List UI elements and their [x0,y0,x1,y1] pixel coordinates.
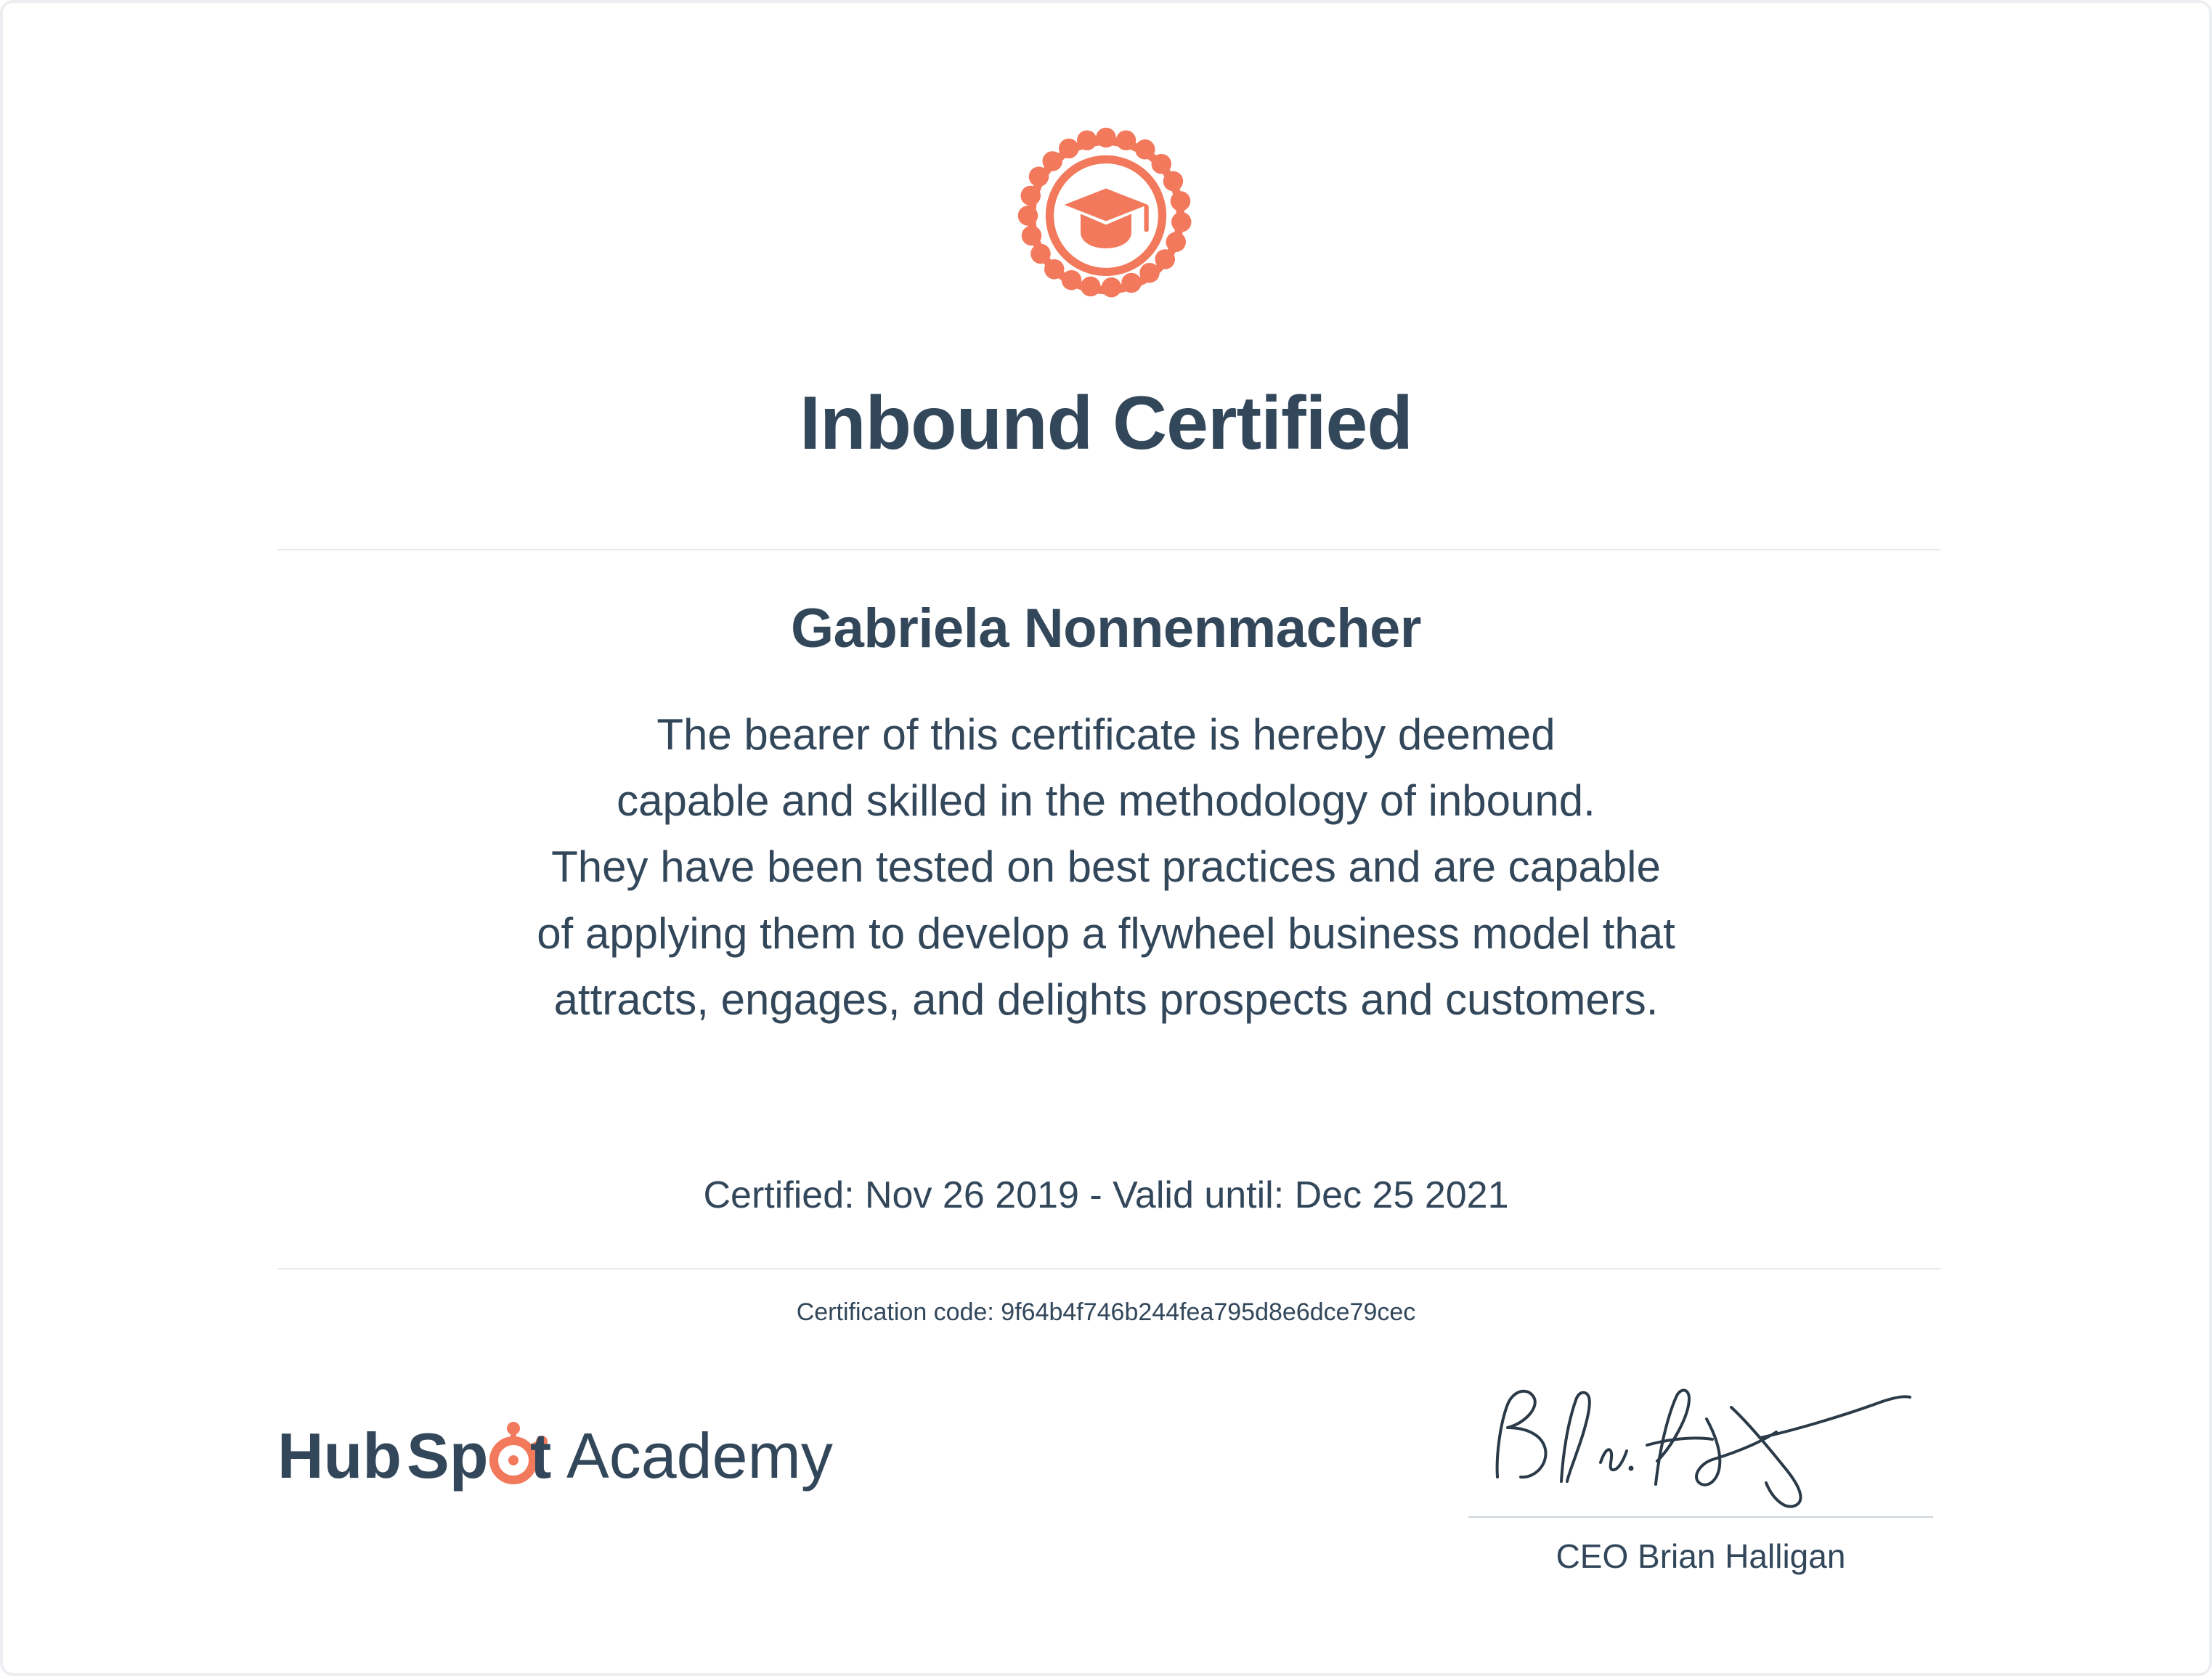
badge-container [3,125,2209,306]
divider-top [277,549,1940,550]
svg-text:t: t [530,1420,552,1492]
body-line-1: The bearer of this certificate is hereby deemed [656,710,1556,759]
handwritten-signature [1476,1375,1926,1513]
svg-text:Hub: Hub [277,1420,402,1492]
graduation-cap-seal-icon [1015,125,1197,306]
validity-dates: Certified: Nov 26 2019 - Valid until: Dec 25 2021 [703,1174,1509,1216]
body-line-2: capable and skilled in the methodology of inbound. [617,776,1595,826]
certification-code: Certification code: 9f64b4f746b244fea795d8e6dce79cec [796,1298,1416,1326]
signature-rule [1468,1516,1933,1518]
body-line-3: They have been tested on best practices and are capable [551,842,1661,892]
certificate-footer [277,1375,1940,1608]
hubspot-academy-logo [277,1419,887,1499]
hubspot-academy-wordmark [277,1415,887,1502]
certificate-title: Inbound Certified [800,381,1412,465]
certificate-body [3,701,2209,1033]
svg-text:Sp: Sp [407,1420,489,1492]
signatory-name: CEO Brian Halligan [1556,1537,1846,1575]
recipient-name: Gabriela Nonnenmacher [791,598,1421,659]
body-line-5: attracts, engages, and delights prospects and customers. [553,975,1659,1024]
body-line-4: of applying them to develop a flywheel business model that [537,908,1675,958]
svg-text:Academy: Academy [566,1420,833,1492]
divider-bottom [277,1268,1940,1269]
signature-block [1461,1375,1940,1576]
